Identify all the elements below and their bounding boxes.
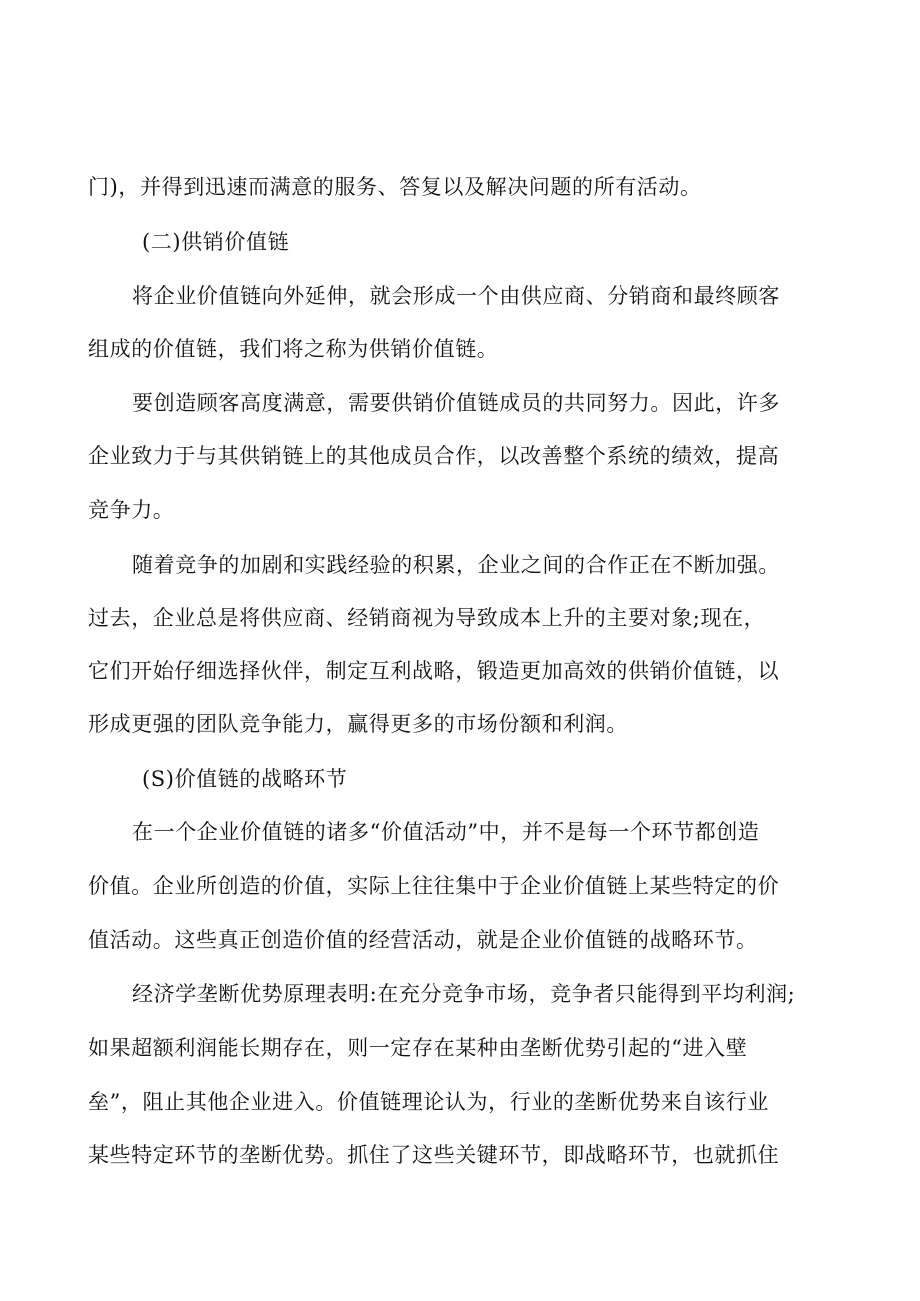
- paragraph-3-line-1: 随着竞争的加剧和实践经验的积累，企业之间的合作正在不断加强。: [132, 553, 780, 577]
- paragraph-3-line-3: 它们开始仔细选择伙伴，制定互利战略，锻造更加高效的供销价值链，以: [88, 659, 780, 683]
- paragraph-3-line-4: 形成更强的团队竞争能力，赢得更多的市场份额和利润。: [88, 712, 628, 736]
- paragraph-5-line-3: 垒”，阻止其他企业进入。价值链理论认为，行业的垄断优势来自该行业: [88, 1090, 769, 1114]
- paragraph-1-line-2: 组成的价值链，我们将之称为供销价值链。: [88, 337, 499, 361]
- paragraph-1-line-1: 将企业价值链向外延伸，就会形成一个由供应商、分销商和最终顾客: [132, 284, 780, 308]
- paragraph-5-line-4: 某些特定环节的垄断优势。抓住了这些关键环节，即战略环节，也就抓住: [88, 1143, 780, 1167]
- text-line-1: 门)，并得到迅速而满意的服务、答复以及解决问题的所有活动。: [88, 175, 702, 199]
- paragraph-3-line-2: 过去，企业总是将供应商、经销商视为导致成本上升的主要对象;现在，: [88, 606, 766, 630]
- section-heading-2: (二)供销价值链: [142, 230, 290, 254]
- paragraph-4-line-3: 值活动。这些真正创造价值的经营活动，就是企业价值链的战略环节。: [88, 928, 758, 952]
- paragraph-2-line-2: 企业致力于与其供销链上的其他成员合作，以改善整个系统的绩效，提高: [88, 444, 780, 468]
- paragraph-5-line-2: 如果超额利润能长期存在，则一定存在某种由垄断优势引起的“进入壁: [88, 1036, 748, 1060]
- paragraph-2-line-3: 竞争力。: [88, 498, 175, 522]
- paragraph-4-line-2: 价值。企业所创造的价值，实际上往往集中于企业价值链上某些特定的价: [88, 874, 780, 898]
- paragraph-5-line-1: 经济学垄断优势原理表明:在充分竞争市场，竞争者只能得到平均利润;: [132, 982, 796, 1006]
- paragraph-2-line-1: 要创造顾客高度满意，需要供销价值链成员的共同努力。因此，许多: [132, 391, 780, 415]
- section-heading-3: (S)价值链的战略环节: [142, 767, 348, 791]
- paragraph-4-line-1: 在一个企业价值链的诸多“价值活动”中，并不是每一个环节都创造: [132, 820, 760, 844]
